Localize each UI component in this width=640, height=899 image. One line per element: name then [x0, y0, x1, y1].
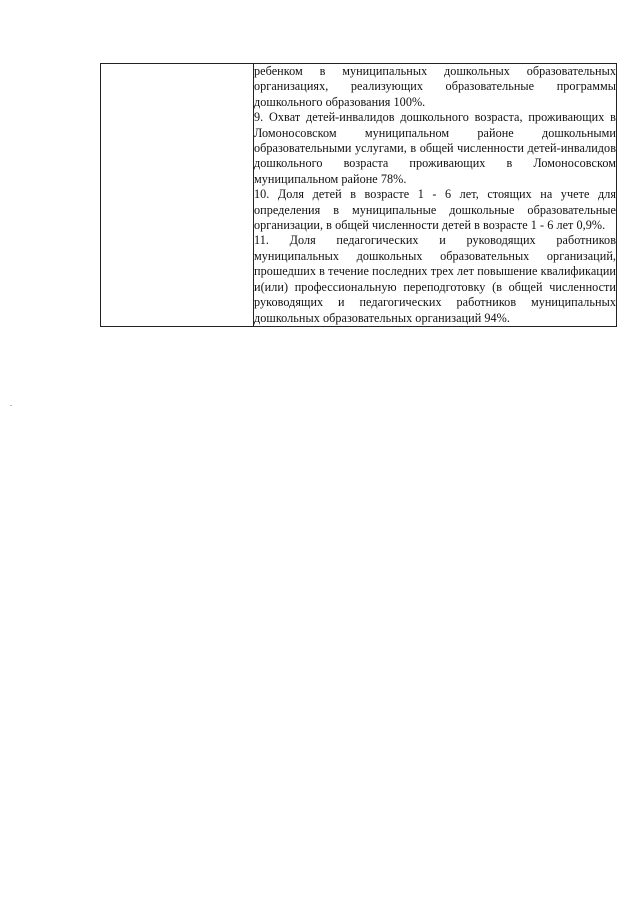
paragraph-item-11: 11. Доля педагогических и руководящих работников муниципальных дошкольных образовательных организаций, прошедших в течение последних трех лет повышение квалификации и(или) профессиональную переподготовку (в общей численности руководящих и педагогических работников муниципальных дошкольных образовательных организаций 94%. [254, 233, 616, 325]
table-cell-right [254, 64, 617, 327]
paragraph-item-10: 10. Доля детей в возрасте 1 - 6 лет, стоящих на учете для определения в муниципальные дошкольные образовательные организации, в общей численности детей в возрасте 1 - 6 лет 0,9%. [254, 187, 616, 233]
paragraph-item-9: 9. Охват детей-инвалидов дошкольного возраста, проживающих в Ломоносовском муниципальном районе дошкольными образовательными услугами, в общей численности детей-инвалидов дошкольного возраста проживающих в Ломоносовском муниципальном районе 78%. [254, 110, 616, 186]
table-row [101, 64, 617, 327]
scan-speck [10, 405, 12, 406]
paragraph-continuation: ребенком в муниципальных дошкольных образовательных организациях, реализующих образовательные программы дошкольного образования 100%. [254, 64, 616, 109]
table-cell-left [101, 64, 254, 327]
indicators-table [100, 63, 617, 327]
